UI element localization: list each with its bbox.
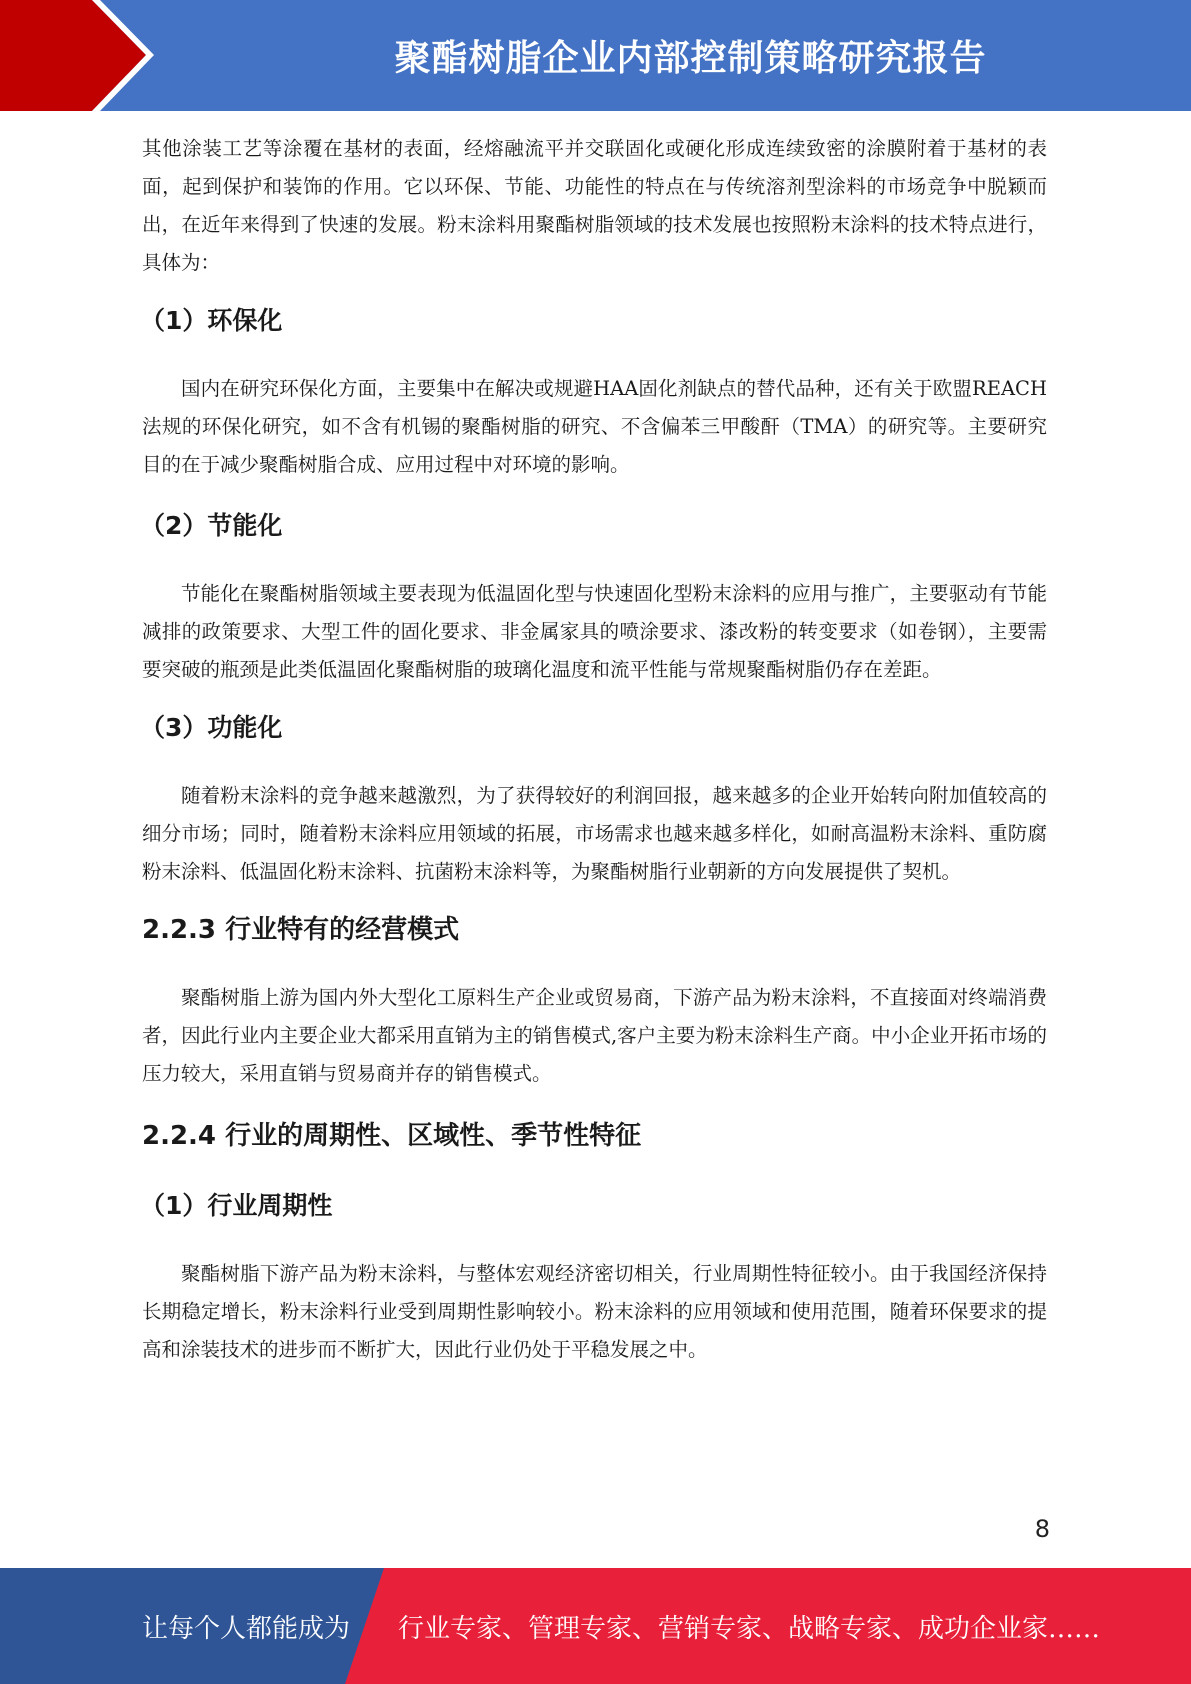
intro-paragraph: 其他涂装工艺等涂覆在基材的表面，经熔融流平并交联固化或硬化形成连续致密的涂膜附着于基材的表面，起到保护和装饰的作用。它以环保、节能、功能性的特点在与传统溶剂型涂料的市场竞争中脱颖而出，在近年来得到了快速的发展。粉末涂料用聚酯树脂领域的技术发展也按照粉末涂料的技术特点进行，具体为： xyxy=(142,137,1047,274)
paragraph-functional: 随着粉末涂料的竞争越来越激烈，为了获得较好的利润回报，越来越多的企业开始转向附加值较高的细分市场；同时，随着粉末涂料应用领域的拓展，市场需求也越来越多样化，如耐高温粉末涂料、重防腐粉末涂料、低温固化粉末涂料、抗菌粉末涂料等，为聚酯树脂行业朝新的方向发展提供了契机。 xyxy=(142,784,1047,883)
footer-slogan-left: 让每个人都能成为 xyxy=(142,1613,351,1644)
paragraph-energy-saving: 节能化在聚酯树脂领域主要表现为低温固化型与快速固化型粉末涂料的应用与推广，主要驱动有节能减排的政策要求、大型工件的固化要求、非金属家具的喷涂要求、漆改粉的转变要求（如卷钢），主要需要突破的瓶颈是此类低温固化聚酯树脂的玻璃化温度和流平性能与常规聚酯树脂仍存在差距。 xyxy=(142,582,1047,681)
document-body xyxy=(142,130,1047,1369)
page-number: 8 xyxy=(1034,1515,1050,1543)
header-chevron-icon xyxy=(0,0,160,111)
heading-environmental: （1）环保化 xyxy=(140,306,283,335)
heading-functional: （3）功能化 xyxy=(140,713,283,742)
paragraph-environmental: 国内在研究环保化方面，主要集中在解决或规避HAA固化剂缺点的替代品种，还有关于欧盟REACH法规的环保化研究，如不含有机锡的聚酯树脂的研究、不含偏苯三甲酸酐（TMA）的研究等。主要研究目的在于减少聚酯树脂合成、应用过程中对环境的影响。 xyxy=(142,377,1047,476)
paragraph-2-2-3: 聚酯树脂上游为国内外大型化工原料生产企业或贸易商，下游产品为粉末涂料，不直接面对终端消费者，因此行业内主要企业大都采用直销为主的销售模式,客户主要为粉末涂料生产商。中小企业开拓市场的压力较大，采用直销与贸易商并存的销售模式。 xyxy=(142,986,1047,1085)
heading-energy-saving: （2）节能化 xyxy=(140,511,283,540)
heading-2-2-4: 2.2.4 行业的周期性、区域性、季节性特征 xyxy=(142,1121,642,1151)
footer-slogan-right: 行业专家、管理专家、营销专家、战略专家、成功企业家…… xyxy=(398,1613,1101,1644)
header-band xyxy=(0,0,1191,111)
heading-industry-cyclicality: （1）行业周期性 xyxy=(140,1191,333,1220)
paragraph-industry-cyclicality: 聚酯树脂下游产品为粉末涂料，与整体宏观经济密切相关，行业周期性特征较小。由于我国经济保持长期稳定增长，粉末涂料行业受到周期性影响较小。粉末涂料的应用领域和使用范围，随着环保要求的提高和涂装技术的进步而不断扩大，因此行业仍处于平稳发展之中。 xyxy=(142,1262,1047,1361)
heading-2-2-3: 2.2.3 行业特有的经营模式 xyxy=(142,915,460,945)
footer-band xyxy=(0,1568,1191,1684)
page-title: 聚酯树脂企业内部控制策略研究报告 xyxy=(394,38,987,79)
